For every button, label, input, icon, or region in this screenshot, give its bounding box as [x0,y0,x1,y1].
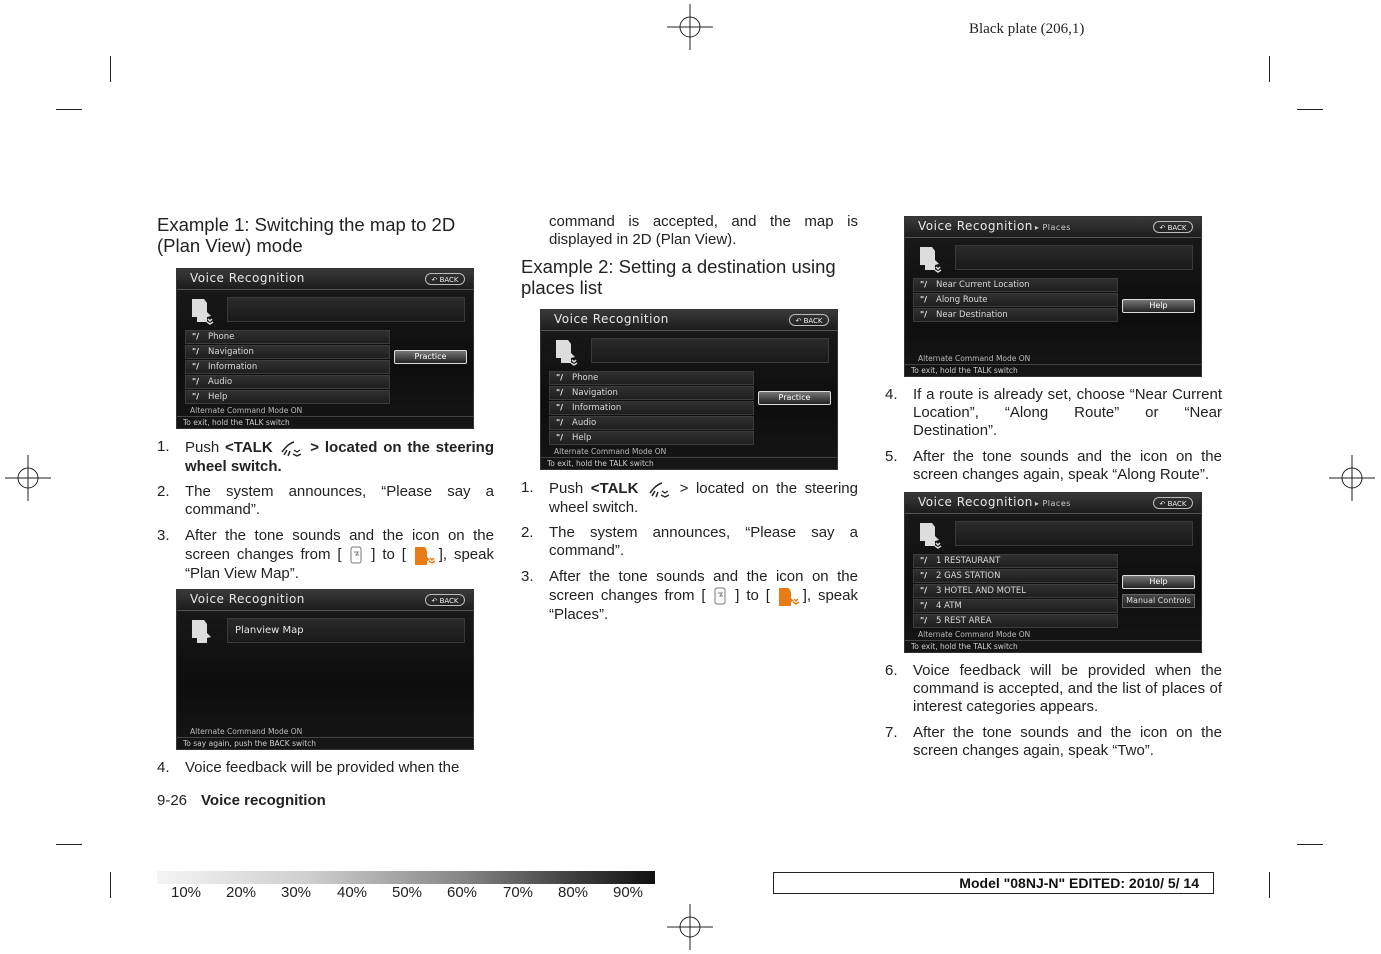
menu-item-phone[interactable]: "/ Phone [549,371,754,385]
back-label: BACK [439,597,459,605]
page-footer [157,792,326,809]
crop-mark [1297,109,1323,110]
vr-screen-planview [176,589,474,750]
alt-mode-label: Alternate Command Mode ON [918,630,1031,639]
back-button[interactable]: ↶ BACK [425,594,465,606]
vr-screen-main [176,268,474,429]
speech-icon: "/ [920,616,928,625]
voice-input-bar [227,297,465,322]
speech-icon: "/ [920,295,928,304]
scale-label: 90% [613,884,644,901]
voice-head-icon [553,338,579,366]
example1-heading: Example 1: Switching the map to 2D (Plan View) mode [157,214,456,256]
speech-icon: "/ [920,556,928,565]
menu-item-near-current-location[interactable]: "/ Near Current Location [913,278,1118,292]
back-label: BACK [1167,224,1187,232]
speech-icon: "/ [556,418,564,427]
menu-item-gas-station[interactable]: "/ 2 GAS STATION [913,569,1118,583]
gray-scale-bar [157,871,655,884]
back-label: BACK [439,276,459,284]
footer-divider [177,416,473,417]
model-edited-box: Model "08NJ-N" EDITED: 2010/ 5/ 14 [773,872,1214,894]
menu-item-help[interactable]: "/ Help [549,431,754,445]
crop-mark [110,56,111,82]
scale-label: 70% [503,884,534,901]
exit-hint: To exit, hold the TALK switch [547,459,654,468]
exit-hint: To exit, hold the TALK switch [911,366,1018,375]
speech-icon: "/ [192,347,200,356]
menu-item-atm[interactable]: "/ 4 ATM [913,599,1118,613]
alt-mode-label: Alternate Command Mode ON [918,354,1031,363]
registration-mark-icon [667,4,713,50]
continued-text: command is accepted, and the map is displayed in 2D (Plan View). [549,213,858,248]
speech-icon: "/ [920,571,928,580]
alt-mode-label: Alternate Command Mode ON [190,406,303,415]
back-label: BACK [803,317,823,325]
scale-label: 80% [558,884,589,901]
say-again-hint: To say again, push the BACK switch [183,739,317,748]
practice-button[interactable]: Practice [758,391,831,405]
speech-icon: "/ [920,586,928,595]
exit-hint: To exit, hold the TALK switch [911,642,1018,651]
help-button[interactable]: Help [1122,299,1195,313]
grey-mic-icon [348,546,364,564]
menu-item-navigation[interactable]: "/ Navigation [185,345,390,359]
vr-screen-main-2 [540,309,838,470]
speech-icon: "/ [192,392,200,401]
registration-mark-icon [667,904,713,950]
manual-controls-button[interactable]: Manual Controls [1122,594,1195,608]
menu-item-information[interactable]: "/ Information [185,360,390,374]
scale-label: 20% [226,884,257,901]
vr-screen-places [904,216,1202,377]
orange-voice-icon [413,545,439,565]
scale-label: 60% [447,884,478,901]
voice-head-icon [917,245,943,273]
menu-item-rest-area[interactable]: "/ 5 REST AREA [913,614,1118,628]
scale-label: 10% [171,884,202,901]
screen-title: Voice Recognition [190,592,305,606]
practice-button[interactable]: Practice [394,350,467,364]
speech-icon: "/ [556,388,564,397]
back-button[interactable]: ↶ BACK [789,314,829,326]
screen-title: Voice Recognition ▸ Places [918,495,1071,509]
menu-item-restaurant[interactable]: "/ 1 RESTAURANT [913,554,1118,568]
screen-title: Voice Recognition [190,271,305,285]
speech-icon: "/ [556,403,564,412]
menu-item-audio[interactable]: "/ Audio [549,416,754,430]
speech-icon: "/ [920,601,928,610]
crop-mark [1297,844,1323,845]
screen-title: Voice Recognition [554,312,669,326]
speech-icon: "/ [920,310,928,319]
speech-icon: "/ [556,433,564,442]
speech-icon: "/ [556,373,564,382]
crop-mark [56,844,82,845]
registration-mark-icon [1329,455,1375,501]
screen-title: Voice Recognition ▸ Places [918,219,1071,233]
alt-mode-label: Alternate Command Mode ON [190,727,303,736]
talk-switch-icon [278,438,304,458]
menu-item-phone[interactable]: "/ Phone [185,330,390,344]
menu-item-information[interactable]: "/ Information [549,401,754,415]
crop-mark [1269,872,1270,898]
footer-divider [905,364,1201,365]
section-name: Voice recognition [201,792,326,809]
menu-item-help[interactable]: "/ Help [185,390,390,404]
voice-input-bar [955,521,1193,546]
help-button[interactable]: Help [1122,575,1195,589]
speech-icon: "/ [192,332,200,341]
grey-mic-icon [712,587,728,605]
voice-input-bar [591,338,829,363]
speech-icon: "/ [192,377,200,386]
orange-voice-icon [777,586,803,606]
scale-label: 50% [392,884,423,901]
back-button[interactable]: ↶ BACK [1153,497,1193,509]
example2-heading: Example 2: Setting a destination using places list [521,256,836,298]
menu-item-along-route[interactable]: "/ Along Route [913,293,1118,307]
footer-divider [177,737,473,738]
vr-screen-categories [904,492,1202,653]
back-label: BACK [1167,500,1187,508]
menu-item-hotel-and-motel[interactable]: "/ 3 HOTEL AND MOTEL [913,584,1118,598]
voice-head-icon [189,297,215,325]
speech-icon: "/ [920,280,928,289]
talk-switch-icon [646,479,672,499]
crop-mark [110,872,111,898]
voice-head-icon [917,521,943,549]
voice-head-icon [189,618,215,646]
recognized-command: Planview Map [227,618,465,643]
back-button[interactable]: ↶ BACK [1153,221,1193,233]
alt-mode-label: Alternate Command Mode ON [554,447,667,456]
crop-mark [56,109,82,110]
registration-mark-icon [5,455,51,501]
menu-item-near-destination[interactable]: "/ Near Destination [913,308,1118,322]
page-number: 9-26 [157,792,188,809]
exit-hint: To exit, hold the TALK switch [183,418,290,427]
menu-item-navigation[interactable]: "/ Navigation [549,386,754,400]
plate-label: Black plate (206,1) [969,21,1085,37]
crop-mark [1269,56,1270,82]
scale-label: 30% [281,884,312,901]
voice-input-bar [955,245,1193,270]
menu-item-audio[interactable]: "/ Audio [185,375,390,389]
scale-label: 40% [337,884,368,901]
footer-divider [905,640,1201,641]
back-button[interactable]: ↶ BACK [425,273,465,285]
footer-divider [541,457,837,458]
speech-icon: "/ [192,362,200,371]
